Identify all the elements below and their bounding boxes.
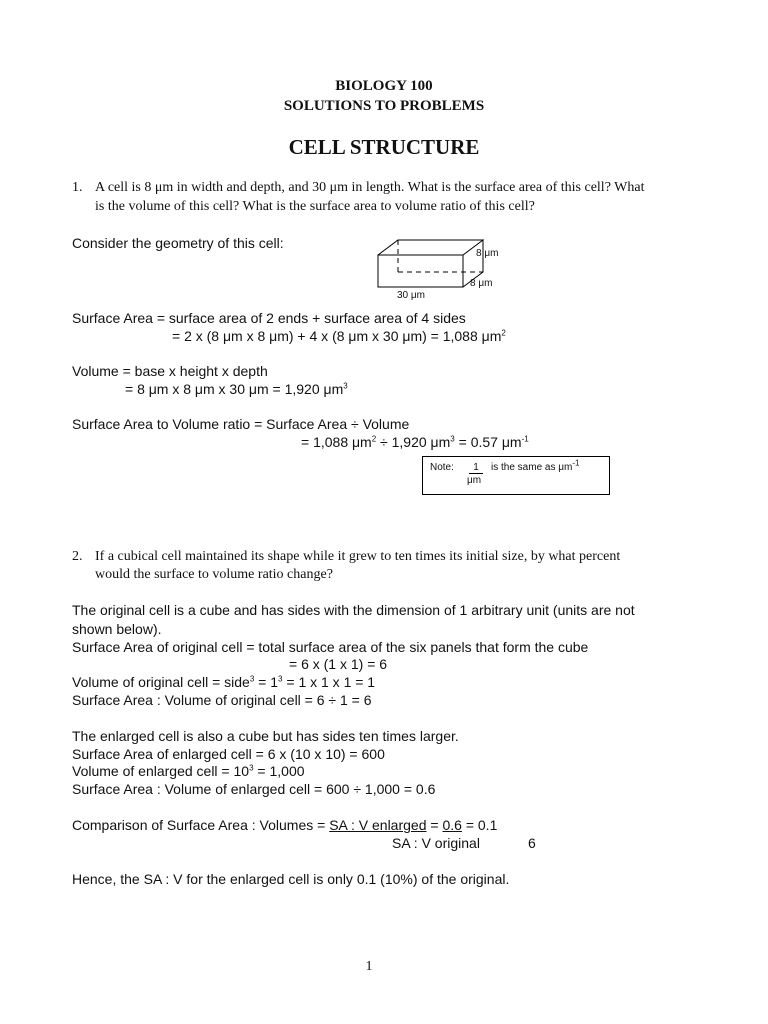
- page-number: 1: [365, 959, 373, 974]
- note-fraction-denominator: μm: [467, 475, 482, 486]
- box-top-face: [378, 240, 483, 255]
- box-front-face: [378, 255, 463, 287]
- original-volume-c: = 1 x 1 x 1 = 1: [282, 674, 376, 690]
- subtitle-heading: SOLUTIONS TO PROBLEMS: [283, 98, 485, 114]
- page-title: CELL STRUCTURE: [288, 135, 480, 159]
- enlarged-volume-a: Volume of enlarged cell = 10: [72, 763, 250, 779]
- surface-area-exponent: 2: [501, 328, 506, 338]
- ratio-part-b: ÷ 1,920 μm: [376, 434, 451, 450]
- label-height: 8 μm: [476, 248, 499, 259]
- original-surface-area-calc: = 6 x (1 x 1) = 6: [289, 656, 388, 672]
- original-volume-exp-b: 3: [278, 674, 283, 684]
- comparison-numerator-value: 0.6: [442, 817, 462, 833]
- label-length: 30 μm: [397, 290, 425, 301]
- note-text-main: is the same as μm: [491, 462, 573, 473]
- volume-calculation: [125, 381, 348, 397]
- problem-1-question-line1: A cell is 8 μm in width and depth, and 30 μm in length. What is the surface area of this cell? What: [95, 180, 645, 195]
- original-cell-text-line1: The original cell is a cube and has sides with the dimension of 1 arbitrary unit (units are not: [72, 602, 635, 618]
- original-cell-text-line2: shown below).: [72, 621, 162, 637]
- enlarged-surface-area: Surface Area of enlarged cell = 6 x (10 x 10) = 600: [72, 746, 385, 762]
- problem-2-number: 2.: [72, 549, 83, 564]
- ratio-exp-c: -1: [521, 434, 529, 444]
- surface-area-calculation: [172, 328, 506, 344]
- original-volume-a: Volume of original cell = side: [72, 674, 250, 690]
- problem-2-question-line1: If a cubical cell maintained its shape while it grew to ten times its initial size, by what percent: [95, 549, 621, 564]
- enlarged-volume: [72, 763, 305, 779]
- label-depth: 8 μm: [470, 278, 493, 289]
- note-fraction-numerator: 1: [469, 462, 483, 474]
- original-ratio: Surface Area : Volume of original cell = 6 ÷ 1 = 6: [72, 692, 372, 708]
- ratio-exp-b: 3: [450, 434, 455, 444]
- ratio-part-a: = 1,088 μm: [301, 434, 372, 450]
- note-label: Note:: [430, 462, 454, 473]
- course-heading: BIOLOGY 100: [335, 78, 433, 94]
- comparison-line: [72, 817, 497, 833]
- comparison-numerator-label: SA : V enlarged: [329, 817, 427, 833]
- enlarged-ratio: Surface Area : Volume of enlarged cell = 600 ÷ 1,000 = 0.6: [72, 781, 436, 797]
- problem-1-number: 1.: [72, 180, 83, 195]
- conclusion-text: Hence, the SA : V for the enlarged cell is only 0.1 (10%) of the original.: [72, 871, 510, 887]
- volume-formula: Volume = base x height x depth: [72, 363, 268, 379]
- surface-area-formula: Surface Area = surface area of 2 ends + surface area of 4 sides: [72, 310, 466, 326]
- enlarged-volume-exp: 3: [249, 763, 254, 773]
- original-volume: [72, 674, 375, 690]
- volume-exponent: 3: [343, 381, 348, 391]
- original-volume-b: = 1: [254, 674, 279, 690]
- enlarged-cell-intro: The enlarged cell is also a cube but has sides ten times larger.: [72, 728, 459, 744]
- comparison-prefix: Comparison of Surface Area : Volumes =: [72, 817, 330, 833]
- enlarged-volume-b: = 1,000: [253, 763, 305, 779]
- comparison-denominator-value: 6: [528, 835, 536, 851]
- consider-geometry-text: Consider the geometry of this cell:: [72, 235, 284, 251]
- original-volume-exp-a: 3: [249, 674, 255, 684]
- cell-box-diagram: [370, 235, 510, 305]
- ratio-exp-a: 2: [371, 434, 377, 444]
- comparison-eq1: =: [426, 817, 443, 833]
- comparison-result: = 0.1: [461, 817, 498, 833]
- original-surface-area: Surface Area of original cell = total surface area of the six panels that form the cube: [72, 639, 589, 655]
- ratio-calculation: [301, 434, 529, 450]
- comparison-denominator-label: SA : V original: [392, 835, 480, 851]
- volume-calc-text: = 8 μm x 8 μm x 30 μm = 1,920 μm: [125, 381, 344, 397]
- problem-2-question-line2: would the surface to volume ratio change?: [95, 567, 333, 582]
- problem-1-question-line2: is the volume of this cell? What is the surface area to volume ratio of this cell?: [95, 199, 535, 214]
- ratio-part-c: = 0.57 μm: [454, 434, 522, 450]
- note-text-exponent: -1: [572, 458, 580, 468]
- ratio-formula: Surface Area to Volume ratio = Surface Area ÷ Volume: [72, 416, 410, 432]
- note-text: [491, 458, 580, 473]
- surface-area-calc-text: = 2 x (8 μm x 8 μm) + 4 x (8 μm x 30 μm) = 1,088 μm: [172, 328, 502, 344]
